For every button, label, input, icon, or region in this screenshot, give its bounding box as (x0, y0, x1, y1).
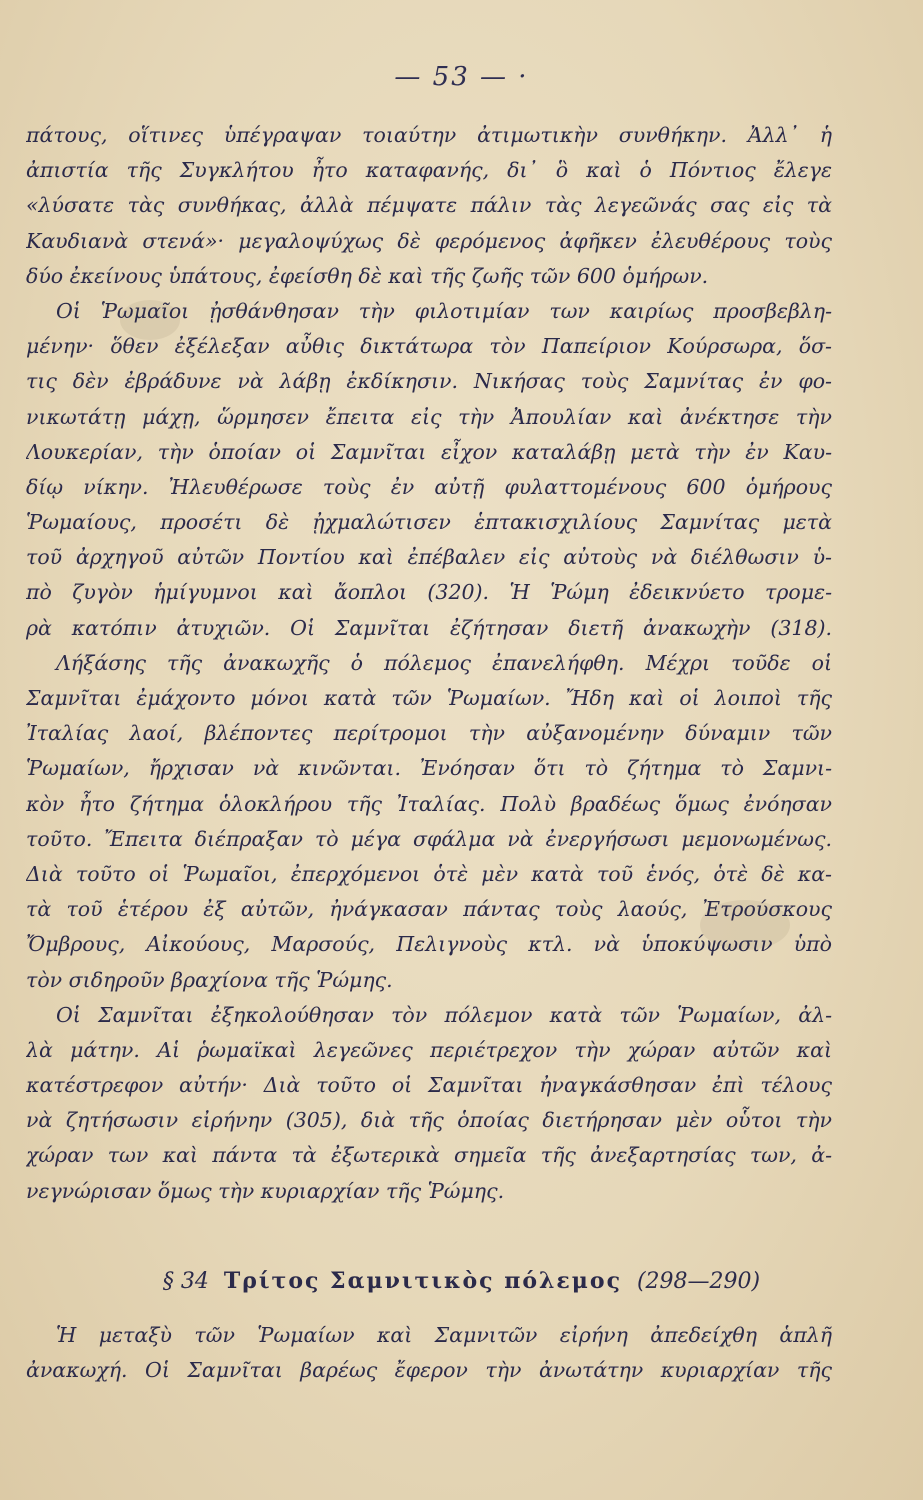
text-line: νὰ ζητήσωσιν εἰρήνην (305), διὰ τῆς ὁποίας διετήρησαν μὲν οὗτοι τὴν (26, 1108, 832, 1133)
text-line: χώραν των καὶ πάντα τὰ ἐξωτερικὰ σημεῖα τῆς ἀνεξαρτησίας των, ἀ- (26, 1143, 832, 1168)
text-line: νεγνώρισαν ὅμως τὴν κυριαρχίαν τῆς Ῥώμης. (26, 1178, 505, 1203)
text-line: Διὰ τοῦτο οἱ Ῥωμαῖοι, ἐπερχόμενοι ὁτὲ μὲν κατὰ τοῦ ἑνός, ὁτὲ δὲ κα- (26, 861, 832, 886)
text-line: Ῥωμαίους, προσέτι δὲ ᾐχμαλώτισεν ἑπτακισχιλίους Σαμνίτας μετὰ (26, 510, 832, 535)
text-line: Οἱ Ῥωμαῖοι ᾐσθάνθησαν τὴν φιλοτιμίαν των καιρίως προσβεβλη- (56, 298, 832, 323)
text-line: κατέστρεφον αὐτήν· Διὰ τοῦτο οἱ Σαμνῖται ἠναγκάσθησαν ἐπὶ τέλους (26, 1073, 832, 1098)
text-line: Σαμνῖται ἐμάχοντο μόνοι κατὰ τῶν Ῥωμαίων. Ἤδη καὶ οἱ λοιποὶ τῆς (26, 686, 832, 710)
text-line: νικωτάτῃ μάχῃ, ὥρμησεν ἔπειτα εἰς τὴν Ἀπουλίαν καὶ ἀνέκτησε τὴν (26, 404, 832, 429)
text-line: τὸν σιδηροῦν βραχίονα τῆς Ῥώμης. (26, 967, 393, 992)
text-line: ἀπιστία τῆς Συγκλήτου ἦτο καταφανής, δι᾽ ὃ καὶ ὁ Πόντιος ἔλεγε (26, 158, 832, 183)
text-line: τις δὲν ἐβράδυνε νὰ λάβῃ ἐκδίκησιν. Νικήσας τοὺς Σαμνίτας ἐν φο- (26, 369, 832, 394)
text-line: δίῳ νίκην. Ἠλευθέρωσε τοὺς ἐν αὐτῇ φυλαττομένους 600 ὁμήρους (26, 474, 832, 499)
text-line: δύο ἐκείνους ὑπάτους, ἐφείσθη δὲ καὶ τῆς ζωῆς τῶν 600 ὁμήρων. (26, 263, 709, 288)
text-line: Ῥωμαίων, ἤρχισαν νὰ κινῶνται. Ἐνόησαν ὅτι τὸ ζήτημα τὸ Σαμνι- (26, 756, 832, 781)
text-line: μένην· ὅθεν ἐξέλεξαν αὖθις δικτάτωρα τὸν Παπείριον Κούρσωρα, ὅσ- (26, 334, 832, 359)
text-line: λὰ μάτην. Αἱ ῥωμαϊκαὶ λεγεῶνες περιέτρεχον τὴν χώραν αὐτῶν καὶ (26, 1037, 832, 1062)
section-dates: (298—290) (636, 1269, 761, 1294)
text-line: πὸ ζυγὸν ἡμίγυμνοι καὶ ἄοπλοι (320). Ἡ Ῥώμη ἐδεικνύετο τρομε- (26, 580, 832, 605)
page-number: — 53 — · (394, 62, 529, 92)
text-line: τὰ τοῦ ἑτέρου ἐξ αὐτῶν, ἠνάγκασαν πάντας τοὺς λαούς, Ἐτρούσκους (26, 897, 832, 922)
text-line: ρὰ κατόπιν ἀτυχιῶν. Οἱ Σαμνῖται ἐζήτησαν διετῆ ἀνακωχὴν (318). (26, 615, 832, 640)
body-text-top (26, 118, 832, 1209)
text-line: Ἡ μεταξὺ τῶν Ῥωμαίων καὶ Σαμνιτῶν εἰρήνη ἀπεδείχθη ἁπλῆ (56, 1323, 832, 1347)
section-number: § 34 (162, 1269, 209, 1294)
text-line: Λήξάσης τῆς ἀνακωχῆς ὁ πόλεμος ἐπανελήφθη. Μέχρι τοῦδε οἱ (56, 650, 832, 675)
text-line: Καυδιανὰ στενά»· μεγαλοψύχως δὲ φερόμενος ἀφῆκεν ἐλευθέρους τοὺς (26, 228, 832, 253)
text-line: κὸν ἦτο ζήτημα ὁλοκλήρου τῆς Ἰταλίας. Πολὺ βραδέως ὅμως ἐνόησαν (26, 791, 832, 816)
text-line: Οἱ Σαμνῖται ἐξηκολούθησαν τὸν πόλεμον κατὰ τῶν Ῥωμαίων, ἀλ- (56, 1002, 832, 1027)
text-line: Ὄμβρους, Αἰκούους, Μαρσούς, Πελιγνοὺς κτλ. νὰ ὑποκύψωσιν ὑπὸ (26, 932, 832, 957)
section-title: Τρίτος Σαμνιτικὸς πόλεμος (223, 1268, 622, 1294)
body-text-bottom (26, 1318, 832, 1388)
text-line: Λουκερίαν, τὴν ὁποίαν οἱ Σαμνῖται εἶχον καταλάβῃ μετὰ τὴν ἐν Καυ- (26, 439, 832, 464)
text-line: «λύσατε τὰς συνθήκας, ἀλλὰ πέμψατε πάλιν τὰς λεγεῶνάς σας εἰς τὰ (26, 193, 832, 218)
text-line: πάτους, οἵτινες ὑπέγραψαν τοιαύτην ἀτιμωτικὴν συνθήκην. Ἀλλ᾽ ἡ (26, 123, 832, 147)
text-line: τοῦτο. Ἔπειτα διέπραξαν τὸ μέγα σφάλμα νὰ ἐνεργήσωσι μεμονωμένως. (26, 826, 832, 851)
text-line: τοῦ ἀρχηγοῦ αὐτῶν Ποντίου καὶ ἐπέβαλεν εἰς αὐτοὺς νὰ διέλθωσιν ὑ- (26, 545, 832, 570)
section-heading (0, 1268, 923, 1294)
text-line: Ἰταλίας λαοί, βλέποντες περίτρομοι τὴν αὐξανομένην δύναμιν τῶν (26, 721, 832, 746)
text-line: ἀνακωχή. Οἱ Σαμνῖται βαρέως ἔφερον τὴν ἀνωτάτην κυριαρχίαν τῆς (26, 1358, 832, 1383)
